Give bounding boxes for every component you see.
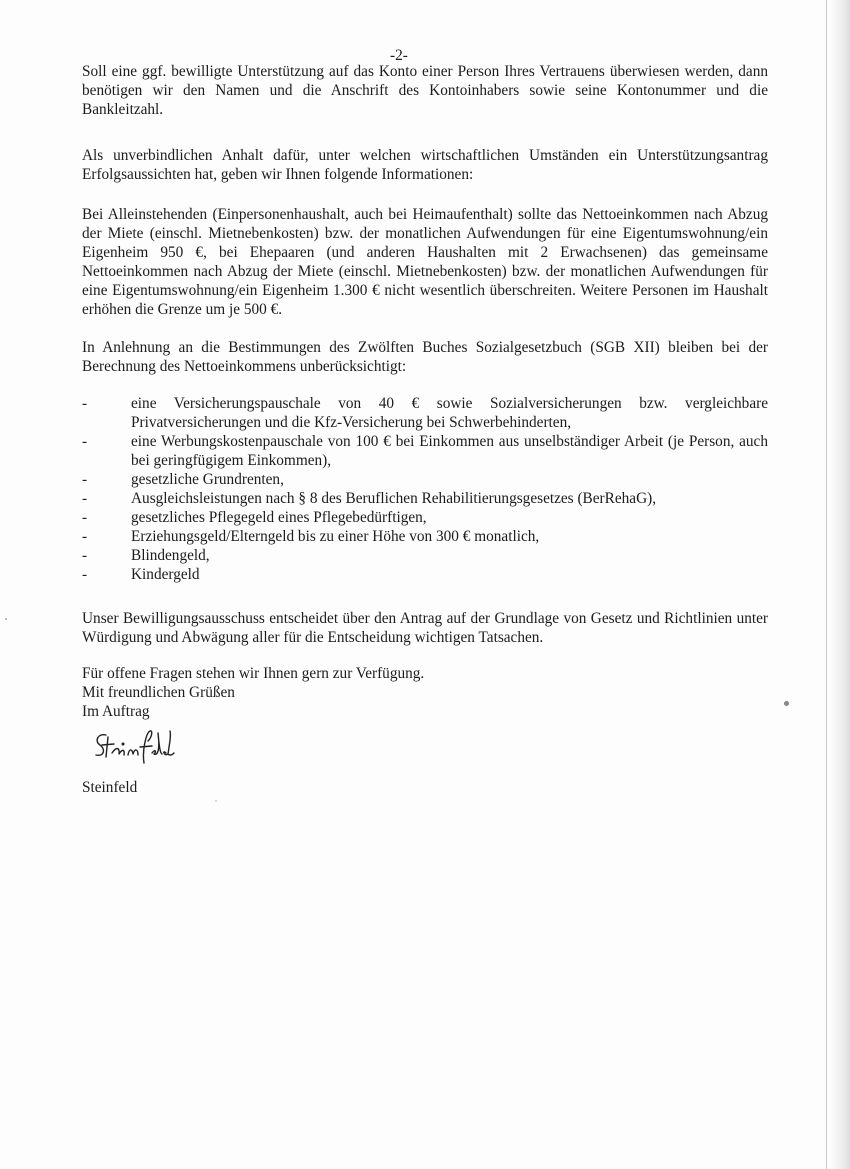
- list-item: [82, 527, 768, 546]
- list-item-text: Erziehungsgeld/Elterngeld bis zu einer Höhe von 300 € monatlich,: [131, 528, 540, 545]
- paragraph-guidance-intro: Als unverbindlichen Anhalt dafür, unter welchen wirtschaftlichen Umständen ein Unterstützungsantrag Erfolgsaussichten hat, geben wir Ihnen folgende Informationen:: [82, 147, 768, 183]
- list-dash: -: [82, 528, 88, 545]
- list-dash: -: [82, 547, 88, 564]
- list-dash: -: [82, 471, 88, 488]
- scan-edge-shadow: [828, 0, 850, 1169]
- closing-questions: Für offene Fragen stehen wir Ihnen gern zur Verfügung.: [82, 665, 425, 682]
- closing-on-behalf: Im Auftrag: [82, 703, 150, 720]
- list-item-text: eine Werbungskostenpauschale von 100 € bei Einkommen aus unselbständiger Arbeit (je Person, auch bei geringfügigem Einkommen),: [131, 433, 768, 469]
- list-item: [82, 470, 768, 489]
- list-dash: -: [82, 490, 88, 507]
- scan-speck: [215, 800, 217, 802]
- list-item-text: gesetzliches Pflegegeld eines Pflegebedürftigen,: [131, 509, 427, 526]
- scan-speck: [5, 618, 7, 620]
- list-item-text: gesetzliche Grundrenten,: [131, 471, 284, 488]
- list-item-text: Blindengeld,: [131, 547, 210, 564]
- closing-greeting: Mit freundlichen Grüßen: [82, 684, 235, 701]
- list-item: [82, 394, 768, 432]
- list-item: [82, 565, 768, 584]
- list-item-text: Ausgleichsleistungen nach § 8 des Beruflichen Rehabilitierungsgesetzes (BerRehaG),: [131, 490, 657, 507]
- list-item-text: Kindergeld: [131, 566, 200, 583]
- scan-speck: [784, 701, 789, 706]
- list-item: [82, 432, 768, 470]
- list-dash: -: [82, 395, 88, 412]
- handwritten-signature: [92, 727, 182, 767]
- list-item: [82, 489, 768, 508]
- paragraph-committee: Unser Bewilligungsausschuss entscheidet über den Antrag auf der Grundlage von Gesetz und Richtlinien unter Würdigung und Abwägung aller für die Entscheidung wichtigen Tatsachen.: [82, 610, 768, 646]
- paragraph-income-limits: Bei Alleinstehenden (Einpersonenhaushalt, auch bei Heimaufenthalt) sollte das Nettoeinkommen nach Abzug der Miete (einschl. Mietnebenkosten) bzw. der monatlichen Aufwendungen für eine Eigentumswohnung/ein Eigenheim 950 €, bei Ehepaaren (und anderen Haushalten mit 2 Erwachsenen) das gemeinsame Nettoeinkommen nach Abzug der Miete (einschl. Mietnebenkosten) bzw. der monatlichen Aufwendungen für eine Eigentumswohnung/ein Eigenheim 1.300 € nicht wesentlich überschreiten. Weitere Personen im Haushalt erhöhen die Grenze um je 500 €.: [82, 206, 768, 318]
- scan-edge-line: [826, 0, 827, 1169]
- list-dash: -: [82, 509, 88, 526]
- paragraph-bank-account: Soll eine ggf. bewilligte Unterstützung auf das Konto einer Person Ihres Vertrauens überwiesen werden, dann benötigen wir den Namen und die Anschrift des Kontoinhabers sowie seine Kontonummer und die Bankleitzahl.: [82, 63, 768, 118]
- list-dash: -: [82, 566, 88, 583]
- list-item-text: eine Versicherungspauschale von 40 € sowie Sozialversicherungen bzw. vergleichbare Privatversicherungen und die Kfz-Versicherung bei Schwerbehinderten,: [131, 395, 768, 431]
- exempt-income-list: [82, 394, 768, 584]
- list-item: [82, 508, 768, 527]
- page-number: -2-: [390, 47, 408, 64]
- signatory-name: Steinfeld: [82, 779, 138, 796]
- list-dash: -: [82, 433, 88, 450]
- paragraph-sgb-xii: In Anlehnung an die Bestimmungen des Zwölften Buches Sozialgesetzbuch (SGB XII) bleiben bei der Berechnung des Nettoeinkommens unberücksichtigt:: [82, 339, 768, 375]
- list-item: [82, 546, 768, 565]
